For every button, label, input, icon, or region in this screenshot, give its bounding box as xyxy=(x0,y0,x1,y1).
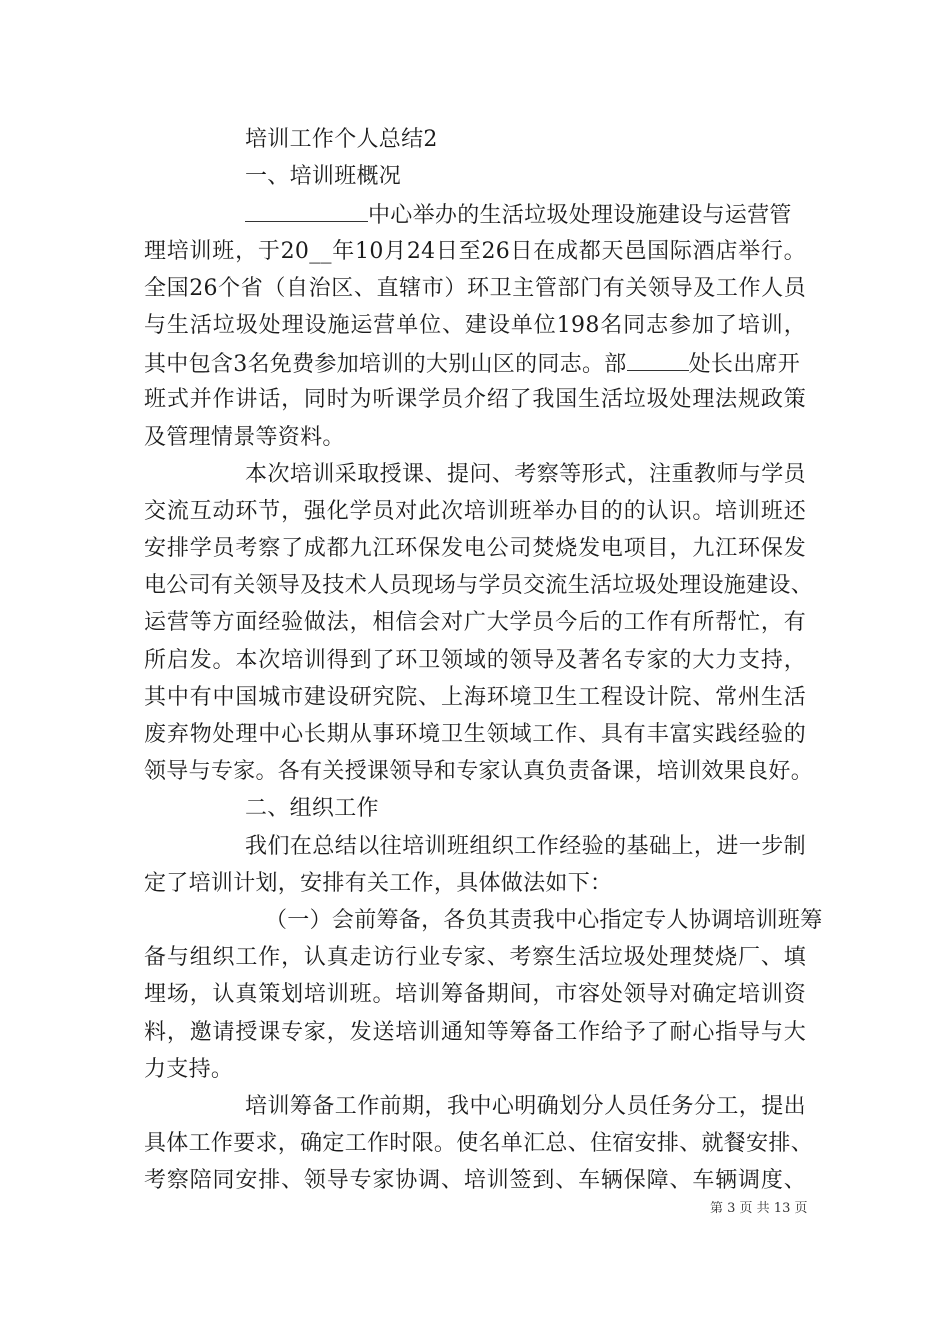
paragraph-1-line: 班式并作讲话，同时为听课学员介绍了我国生活垃圾处理法规政策 xyxy=(144,387,806,413)
paragraph-3-line: 定了培训计划，安排有关工作，具体做法如下： xyxy=(144,870,613,896)
paragraph-1-line: 及管理情景等资料。 xyxy=(144,424,345,450)
paragraph-5-line: 考察陪同安排、领导专家协调、培训签到、车辆保障、车辆调度、 xyxy=(144,1168,806,1194)
paragraph-5-line: 具体工作要求，确定工作时限。使名单汇总、住宿安排、就餐安排、 xyxy=(144,1131,814,1157)
page-number-footer: 第 3 页 共 13 页 xyxy=(710,1201,808,1216)
fill-in-blank xyxy=(627,344,689,371)
paragraph-2-line: 其中有中国城市建设研究院、上海环境卫生工程设计院、常州生活 xyxy=(144,684,806,710)
paragraph-4-line: 备与组织工作，认真走访行业专家、考察生活垃圾处理焚烧厂、填 xyxy=(144,945,806,971)
section-heading-1: 一、培训班概况 xyxy=(245,164,402,190)
paragraph-4-line: 埋场，认真策划培训班。培训筹备期间，市容处领导对确定培训资 xyxy=(144,982,806,1008)
paragraph-2-line: 运营等方面经验做法，相信会对广大学员今后的工作有所帮忙，有 xyxy=(144,610,806,636)
document-title: 培训工作个人总结2 xyxy=(245,127,438,152)
paragraph-1-line: 理培训班，于20__年10月24日至26日在成都天邑国际酒店举行。 xyxy=(144,238,806,264)
section-heading-2: 二、组织工作 xyxy=(245,796,379,822)
paragraph-2-line: 安排学员考察了成都九江环保发电公司焚烧发电项目，九江环保发 xyxy=(144,536,806,562)
paragraph-1-line: 全国26个省（自治区、直辖市）环卫主管部门有关领导及工作人员 xyxy=(144,275,806,301)
paragraph-1-line: 与生活垃圾处理设施运营单位、建设单位198名同志参加了培训， xyxy=(144,312,806,338)
paragraph-2-line: 本次培训采取授课、提问、考察等形式，注重教师与学员 xyxy=(245,461,806,487)
paragraph-4-line: 料，邀请授课专家，发送培训通知等筹备工作给予了耐心指导与大 xyxy=(144,1019,806,1045)
document-body xyxy=(144,121,823,1199)
paragraph-3-line: 我们在总结以往培训班组织工作经验的基础上，进一步制 xyxy=(245,833,806,859)
paragraph-2-line: 废弃物处理中心长期从事环境卫生领域工作、具有丰富实践经验的 xyxy=(144,722,806,747)
fill-in-blank xyxy=(245,195,368,222)
paragraph-4-line: （一）会前筹备，各负其责我中心指定专人协调培训班筹 xyxy=(265,907,823,933)
paragraph-5-line: 培训筹备工作前期，我中心明确划分人员任务分工，提出 xyxy=(245,1093,806,1119)
paragraph-2-line: 电公司有关领导及技术人员现场与学员交流生活垃圾处理设施建设、 xyxy=(144,573,814,599)
paragraph-2-line: 交流互动环节，强化学员对此次培训班举办目的的认识。培训班还 xyxy=(144,498,806,524)
paragraph-4-line: 力支持。 xyxy=(144,1056,234,1082)
paragraph-1-line: 中心举办的生活垃圾处理设施建设与运营管 xyxy=(144,195,806,232)
paragraph-2-line: 领导与专家。各有关授课领导和专家认真负责备课，培训效果良好。 xyxy=(144,759,814,785)
paragraph-2-line: 所启发。本次培训得到了环卫领域的领导及著名专家的大力支持， xyxy=(144,647,806,673)
paragraph-1-line: 其中包含3名免费参加培训的大别山区的同志。部 处长出席开 xyxy=(144,344,806,381)
